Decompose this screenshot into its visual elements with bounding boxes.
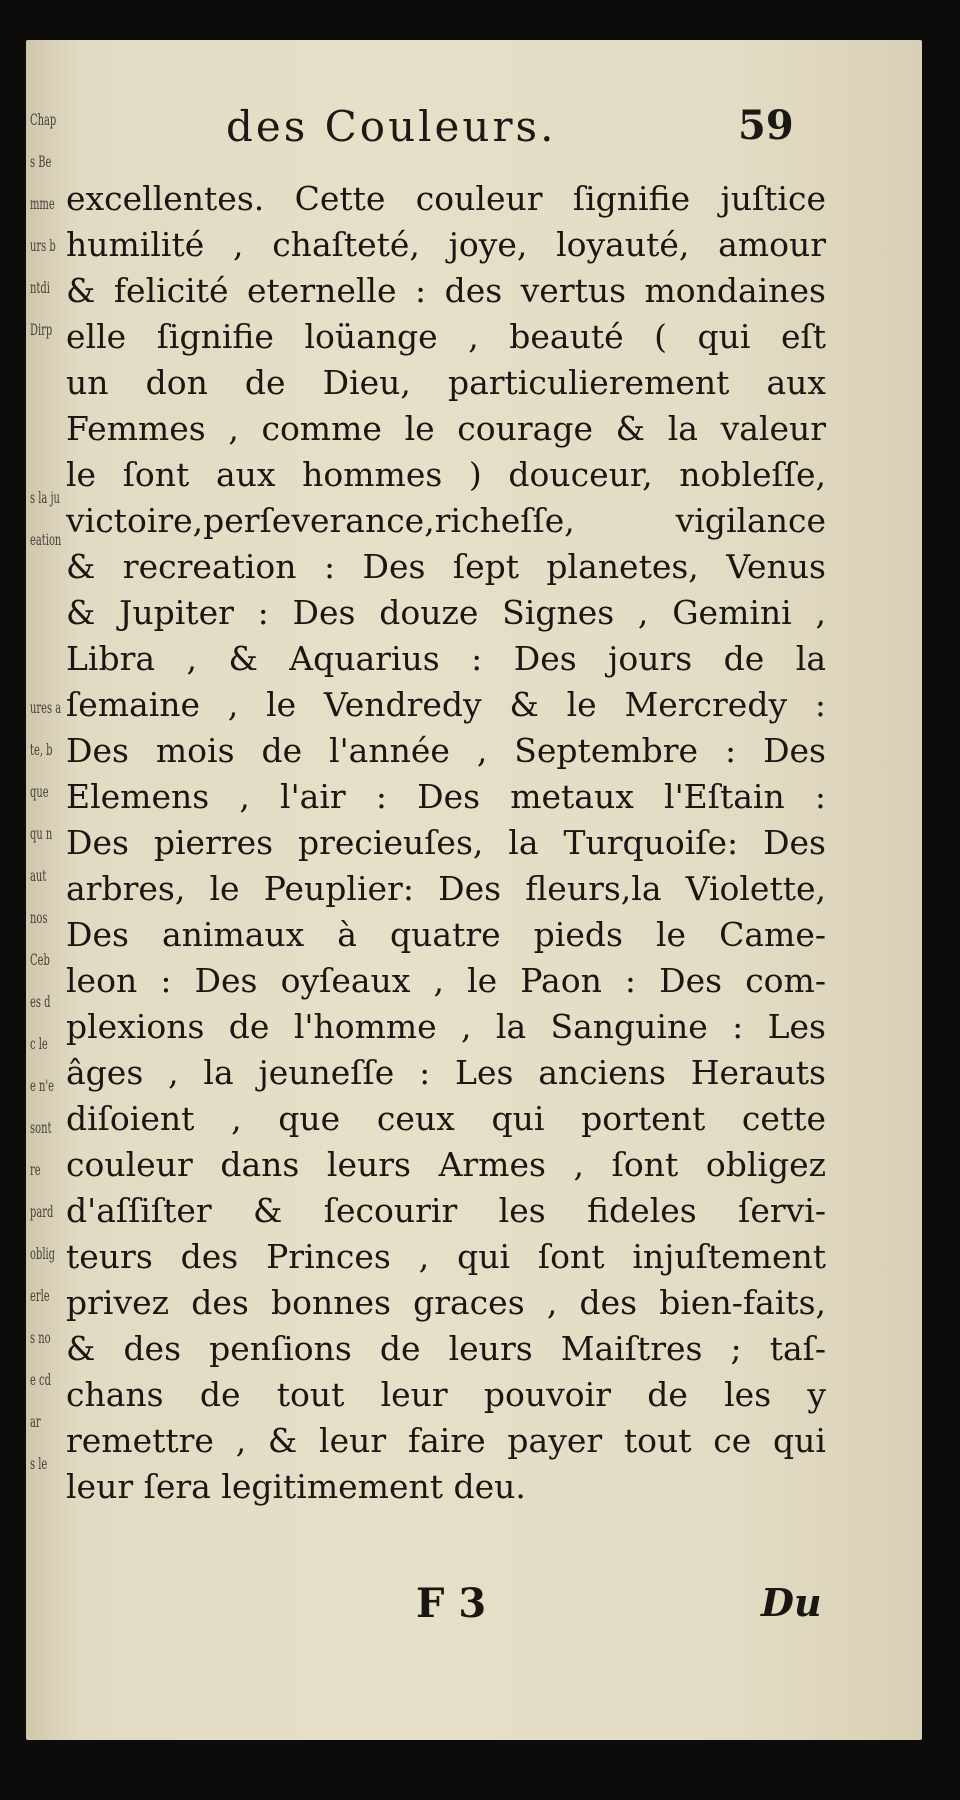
facing-page-fragment: aut: [30, 866, 47, 885]
facing-page-fragment: que: [30, 782, 49, 801]
facing-page-fragment: [30, 404, 55, 434]
facing-page-fragment: ures a: [30, 698, 62, 717]
text-line: ſemaine , le Vendredy & le Mercredy :: [66, 685, 826, 724]
text-line: chans de tout leur pouvoir de les y: [66, 1375, 826, 1414]
body-text: [66, 176, 826, 1510]
facing-page-fragment: es d: [30, 992, 51, 1011]
text-line: privez des bonnes graces , des bien-faits,: [66, 1283, 826, 1322]
text-line: teurs des Princes , qui ſont injuſtement: [66, 1237, 826, 1276]
text-line: Libra , & Aquarius : Des jours de la: [66, 639, 826, 678]
text-line: remettre , & leur faire payer tout ce qui: [66, 1421, 826, 1460]
facing-page-fragment: ntdi: [30, 278, 50, 297]
facing-page-fragment: ar: [30, 1412, 41, 1431]
running-title: des Couleurs.: [226, 102, 557, 151]
text-line: excellentes. Cette couleur ſignifie juſtice: [66, 179, 826, 218]
facing-page-fragment: s le: [30, 1454, 48, 1473]
page-footer: [26, 1580, 922, 1640]
text-line: âges , la jeuneſſe : Les anciens Herauts: [66, 1053, 826, 1092]
text-line: d'aſſiſter & ſecourir les fideles ſervi-: [66, 1191, 826, 1230]
facing-page-fragment: eation: [30, 530, 62, 549]
page-number: 59: [738, 102, 794, 149]
text-line: Des mois de l'année , Septembre : Des: [66, 731, 826, 770]
facing-page-fragment: re: [30, 1160, 41, 1179]
facing-page-fragment: Dirp: [30, 320, 53, 339]
signature-mark: F 3: [416, 1580, 487, 1627]
text-line: victoire,perſeverance,richeſſe, vigilance: [66, 501, 826, 540]
facing-page-fragment: oblig: [30, 1244, 56, 1263]
facing-page-fragment: te, b: [30, 740, 53, 759]
facing-page-fragment: [30, 446, 55, 476]
text-line: Des animaux à quatre pieds le Came-: [66, 915, 826, 954]
text-line: le ſont aux hommes ) douceur, nobleſſe,: [66, 455, 826, 494]
text-line: leur ſera legitimement deu.: [66, 1467, 526, 1506]
page-header: [26, 102, 922, 162]
facing-page-fragment: [30, 572, 55, 602]
text-line: Des pierres precieuſes, la Turquoiſe: Des: [66, 823, 826, 862]
text-line: Femmes , comme le courage & la valeur: [66, 409, 826, 448]
facing-page-fragment: Chap: [30, 110, 57, 129]
text-line: & des penſions de leurs Maiſtres ; taſ-: [66, 1329, 826, 1368]
text-line: plexions de l'homme , la Sanguine : Les: [66, 1007, 826, 1046]
facing-page-fragment: s no: [30, 1328, 51, 1347]
facing-page-fragment: erle: [30, 1286, 50, 1305]
text-line: & recreation : Des ſept planetes, Venus: [66, 547, 826, 586]
facing-page-fragment: [30, 362, 55, 392]
book-page: [26, 40, 922, 1740]
catchword: Du: [761, 1580, 822, 1625]
facing-page-fragment: pard: [30, 1202, 54, 1221]
text-line: & Jupiter : Des douze Signes , Gemini ,: [66, 593, 826, 632]
facing-page-fragment: e cd: [30, 1370, 51, 1389]
text-line: couleur dans leurs Armes , ſont obligez: [66, 1145, 826, 1184]
text-line: Elemens , l'air : Des metaux l'Eſtain :: [66, 777, 826, 816]
text-line: arbres, le Peuplier: Des fleurs,la Violette,: [66, 869, 826, 908]
facing-page-fragment: sont: [30, 1118, 52, 1137]
facing-page-fragment: s Be: [30, 152, 52, 171]
text-line: leon : Des oyſeaux , le Paon : Des com-: [66, 961, 826, 1000]
text-line: un don de Dieu, particulierement aux: [66, 363, 826, 402]
facing-page-fragment: s la ju: [30, 488, 60, 507]
text-line: humilité , chaſteté, joye, loyauté, amour: [66, 225, 826, 264]
facing-page-bleed: [26, 110, 68, 1530]
facing-page-fragment: e n'e: [30, 1076, 55, 1095]
text-line: diſoient , que ceux qui portent cette: [66, 1099, 826, 1138]
text-line: elle ſignifie loüange , beauté ( qui eſt: [66, 317, 826, 356]
facing-page-fragment: [30, 614, 55, 644]
facing-page-fragment: nos: [30, 908, 48, 927]
facing-page-fragment: [30, 656, 55, 686]
facing-page-fragment: qu n: [30, 824, 53, 843]
facing-page-fragment: c le: [30, 1034, 48, 1053]
facing-page-fragment: Ceb: [30, 950, 50, 969]
facing-page-fragment: mme: [30, 194, 55, 213]
facing-page-fragment: urs b: [30, 236, 56, 255]
text-line: & felicité eternelle : des vertus mondaines: [66, 271, 826, 310]
